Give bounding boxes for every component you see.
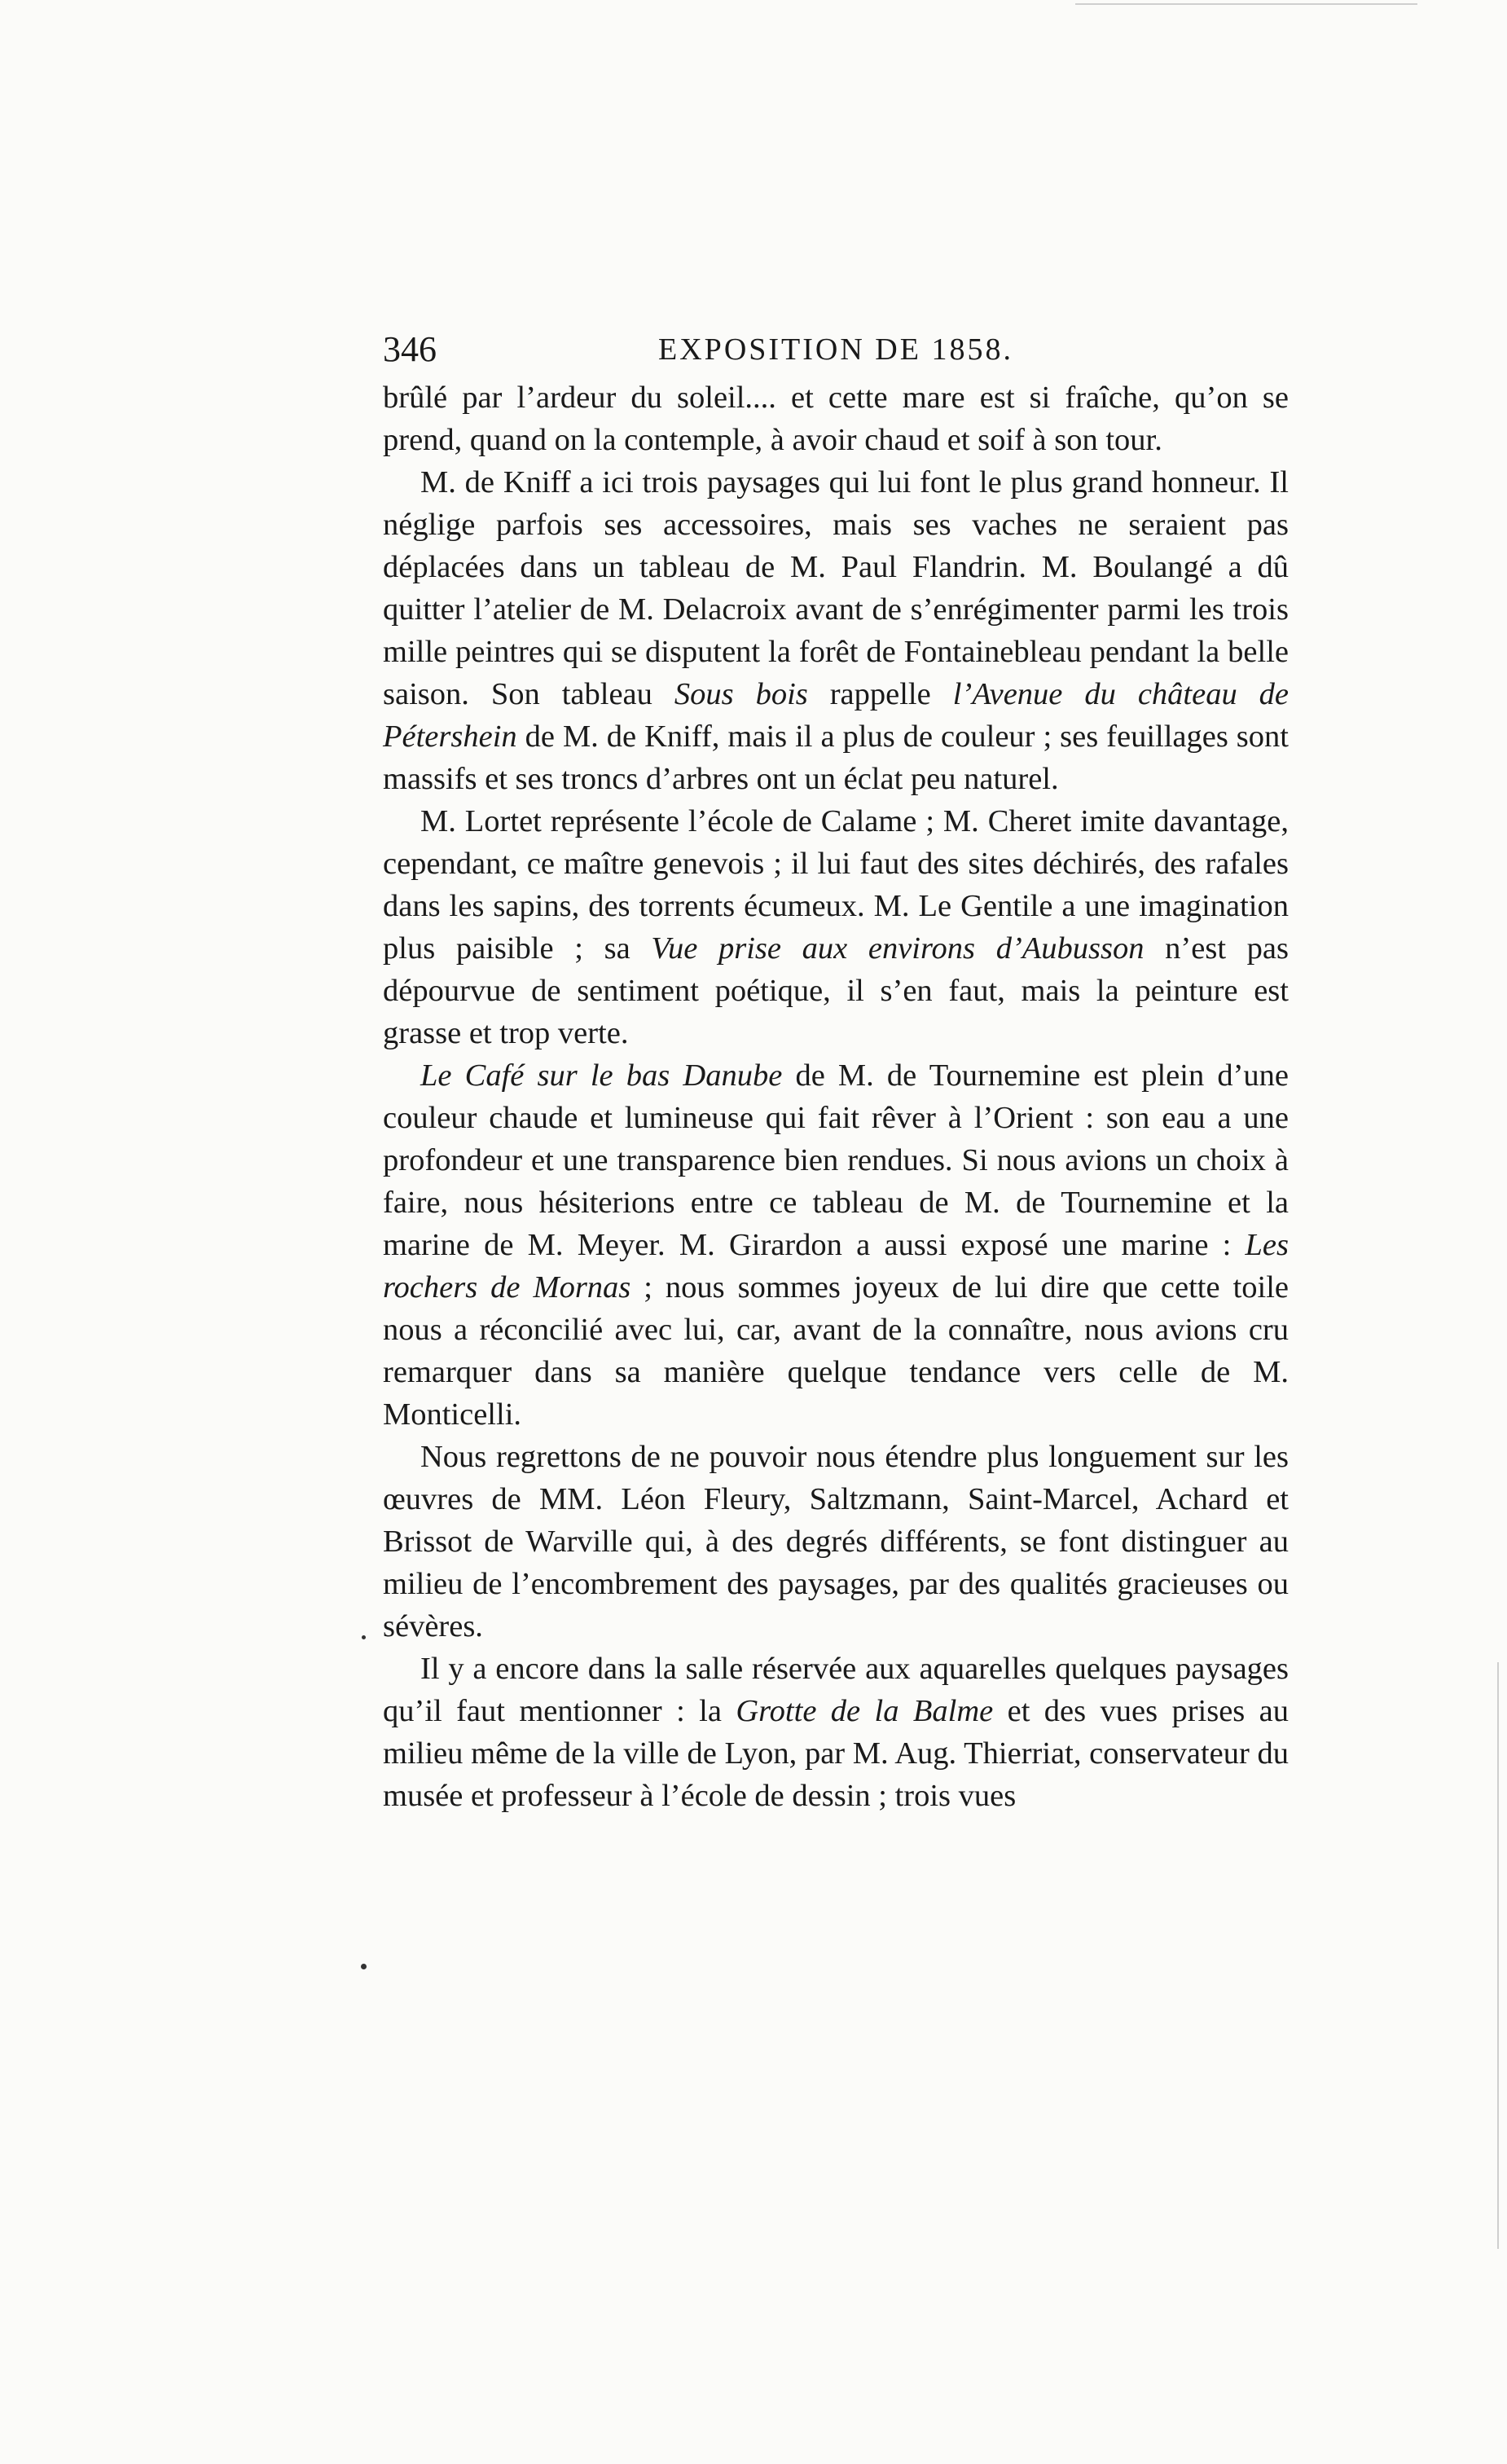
running-title: EXPOSITION DE 1858. bbox=[658, 332, 1013, 367]
italic-title: Les rochers de Mornas bbox=[383, 1228, 1289, 1305]
paragraph bbox=[383, 800, 1289, 1054]
text-run: M. Lortet représente l’école de Calame ; M. Cheret imite davantage, cependant, ce maître genevois ; il lui faut des sites déchirés, des rafales dans les sapins, des torrents écumeux. M. Le Gentile a une imagination plus paisible ; sa bbox=[383, 804, 1289, 966]
text-run: de M. de Kniff, mais il a plus de couleur ; ses feuillages sont massifs et ses troncs d’arbres ont un éclat peu naturel. bbox=[383, 719, 1289, 796]
text-run: n’est pas dépourvue de sentiment poétique, il s’en faut, mais la peinture est grasse et trop verte. bbox=[383, 931, 1289, 1050]
text-run: de M. de Tournemine est plein d’une couleur chaude et lumineuse qui fait rêver à l’Orient : son eau a une profondeur et une transparence bien rendues. Si nous avions un choix à faire, nous hésiterions entre ce tableau de M. de Tournemine et la marine de M. Meyer. M. Girardon a aussi exposé une marine : bbox=[383, 1058, 1289, 1262]
text-run: M. de Kniff a ici trois paysages qui lui font le plus grand honneur. Il néglige parfois ses accessoires, mais ses vaches ne seraient pas déplacées dans un tableau de M. Paul Flandrin. M. Boulangé a dû quitter l’atelier de M. Delacroix avant de s’enrégimenter parmi les trois mille peintres qui se disputent la forêt de Fontainebleau pendant la belle saison. Son tableau bbox=[383, 465, 1289, 711]
text-run: ; nous sommes joyeux de lui dire que cette toile nous a réconcilié avec lui, car, avant de la connaître, nous avions cru remarquer dans sa manière quelque tendance vers celle de M. Monticelli. bbox=[383, 1270, 1289, 1432]
ink-speck bbox=[362, 1635, 366, 1639]
italic-title: l’Avenue du château de Pétershein bbox=[383, 677, 1290, 754]
ink-speck bbox=[361, 1964, 367, 1969]
page-header bbox=[383, 329, 1289, 370]
italic-title: Vue prise aux environs d’Aubusson bbox=[651, 931, 1145, 966]
text-run: Nous regrettons de ne pouvoir nous étendre plus longuement sur les œuvres de MM. Léon Fleury, Saltzmann, Saint-Marcel, Achard et Brissot de Warville qui, à des degrés différents, se font distinguer au milieu de l’encombrement des paysages, par des qualités gracieuses ou sévères. bbox=[383, 1440, 1289, 1643]
text-run: et des vues prises au milieu même de la ville de Lyon, par M. Aug. Thierriat, conservateur du musée et professeur à l’école de dessin ; trois vues bbox=[383, 1694, 1289, 1813]
paragraph bbox=[383, 1436, 1289, 1648]
text-run: Il y a encore dans la salle réservée aux aquarelles quelques paysages qu’il faut mentionner : la bbox=[383, 1652, 1289, 1728]
paragraph bbox=[383, 376, 1289, 461]
paragraph bbox=[383, 461, 1289, 800]
scan-edge-top bbox=[1075, 3, 1417, 5]
italic-title: Le Café sur le bas Danube bbox=[420, 1058, 783, 1093]
text-run: rappelle bbox=[807, 677, 953, 711]
body-text bbox=[383, 376, 1289, 1817]
page-number: 346 bbox=[383, 329, 437, 369]
paragraph bbox=[383, 1648, 1289, 1817]
paragraph bbox=[383, 1054, 1289, 1436]
italic-title: Grotte de la Balme bbox=[736, 1694, 994, 1728]
scan-edge-right bbox=[1497, 1662, 1499, 2249]
text-run: brûlé par l’ardeur du soleil.... et cette mare est si fraîche, qu’on se prend, quand on la contemple, à avoir chaud et soif à son tour. bbox=[383, 381, 1289, 457]
italic-title: Sous bois bbox=[674, 677, 808, 711]
